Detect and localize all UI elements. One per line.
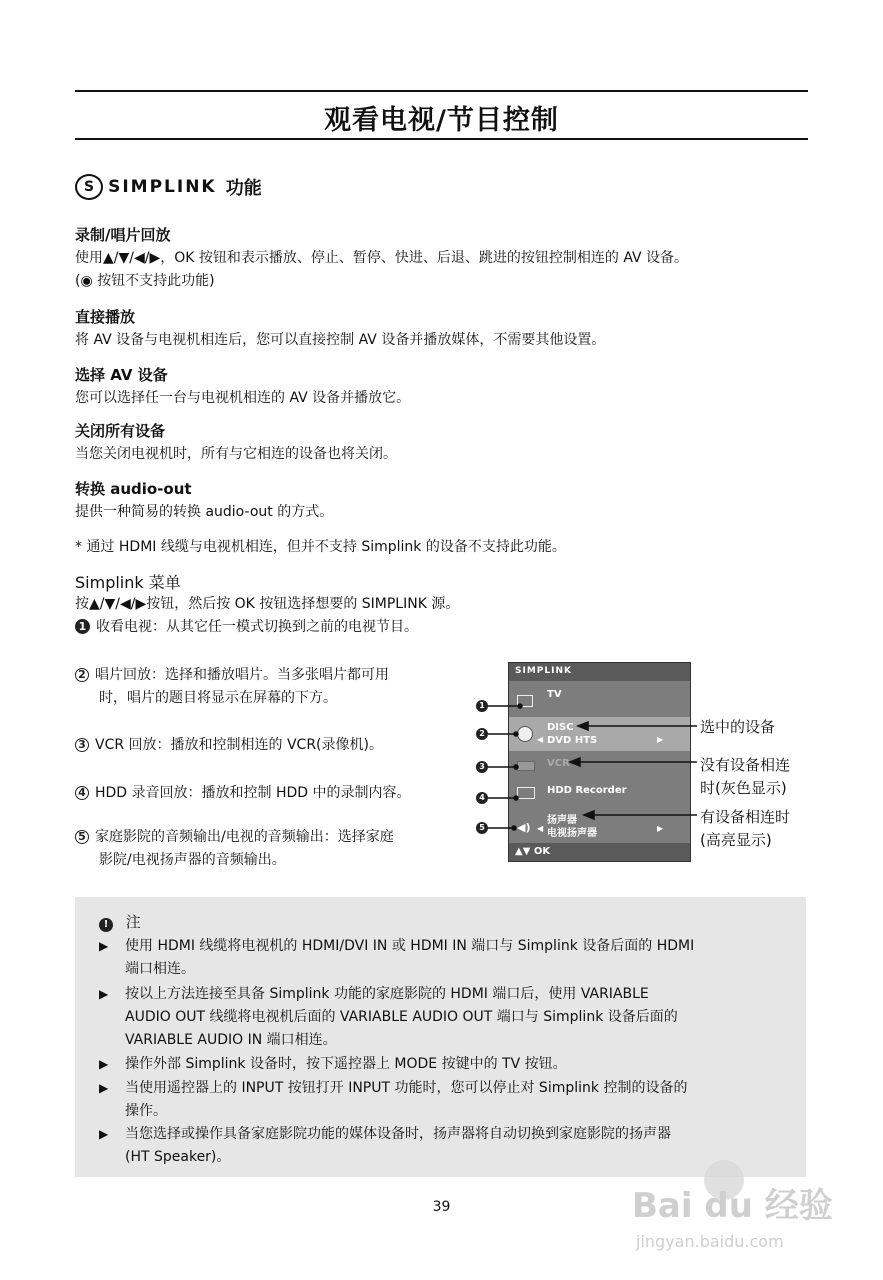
section-heading: 转换 audio-out [75, 480, 192, 498]
notes-title: 注 [125, 913, 141, 931]
chevron-right-icon: ▶ [657, 824, 664, 833]
chevron-left-icon: ◀ [537, 735, 544, 744]
callout-line: (高亮显示) [700, 831, 772, 849]
callout-line: 有设备相连时 [700, 808, 791, 826]
notes-box [75, 897, 806, 1177]
top-rule [75, 90, 808, 92]
section-line: 将 AV 设备与电视机相连后，您可以直接控制 AV 设备并播放媒体，不需要其他设置。 [75, 332, 606, 348]
menu-row-label-disabled: VCR [547, 758, 570, 769]
note-line: 使用 HDMI 线缆将电视机的 HDMI/DVI IN 或 HDMI IN 端口与 Simplink 设备后面的 HDMI [125, 938, 695, 954]
menu-row-disc [509, 717, 690, 751]
section-power-off [75, 420, 397, 466]
disc-icon [517, 726, 533, 742]
menu-bullet: 1 [476, 700, 488, 712]
section-select-av [75, 364, 410, 410]
simplink-heading [75, 174, 262, 200]
menu-row-label: 扬声器 [547, 815, 577, 826]
speaker-icon: ◀) [517, 821, 531, 834]
section-heading: 关闭所有设备 [75, 422, 166, 440]
play-arrow-icon: ▶ [99, 1057, 109, 1071]
note-line: VARIABLE AUDIO IN 端口相连。 [125, 1032, 337, 1048]
menu-row-sublabel: DVD HTS [547, 735, 598, 746]
page-number: 39 [432, 1199, 451, 1215]
section-heading: 录制/唱片回放 [75, 226, 171, 244]
menu-item-text: 影院/电视扬声器的音频输出。 [99, 852, 286, 868]
footnote: * 通过 HDMI 线缆与电视机相连，但并不支持 Simplink 的设备不支持此功能。 [75, 539, 566, 555]
menu-item [75, 616, 459, 639]
note-item [99, 983, 799, 1052]
menu-item-text: 时，唱片的题目将显示在屏幕的下方。 [99, 690, 337, 706]
simplink-menu-screen [508, 662, 691, 862]
menu-row-tv [509, 683, 690, 717]
menu-section [75, 570, 459, 639]
number-badge: 2 [75, 668, 89, 682]
menu-item-text: HDD 录音回放：播放和控制 HDD 中的录制内容。 [95, 785, 411, 801]
menu-row-label: HDD Recorder [547, 785, 627, 796]
play-arrow-icon: ▶ [99, 1081, 109, 1095]
section-direct-play [75, 306, 605, 352]
watermark-url: jingyan.baidu.com [636, 1232, 784, 1251]
menu-item [75, 782, 411, 805]
menu-item-text: 唱片回放：选择和播放唱片。当多张唱片都可用 [95, 667, 389, 683]
menu-bullet: 2 [476, 728, 488, 740]
menu-row-vcr [509, 753, 690, 777]
section-record [75, 224, 688, 293]
info-icon: ! [99, 918, 113, 932]
menu-row-label: DISC [547, 722, 574, 733]
callout-selected: 选中的设备 [700, 718, 776, 736]
page-title: 观看电视/节目控制 [324, 105, 559, 136]
menu-header-text: SIMPLINK [515, 666, 572, 676]
menu-item-text: VCR 回放：播放和控制相连的 VCR(录像机)。 [95, 737, 383, 753]
play-arrow-icon: ▶ [99, 1127, 109, 1141]
note-line: AUDIO OUT 线缆将电视机后面的 VARIABLE AUDIO OUT 端口与 Simplink 设备后面的 [125, 1009, 678, 1025]
chevron-right-icon: ▶ [657, 735, 664, 744]
callout-has-device [700, 806, 790, 852]
menu-item-text: 家庭影院的音频输出/电视的音频输出：选择家庭 [95, 829, 394, 845]
menu-footer-text: ▲▼ OK [515, 846, 551, 857]
section-line: (◉ 按钮不支持此功能) [75, 273, 215, 289]
menu-row-label: TV [547, 689, 562, 700]
note-line: 按以上方法连接至具备 Simplink 功能的家庭影院的 HDMI 端口后，使用 VARIABLE [125, 986, 649, 1002]
watermark [632, 1160, 852, 1260]
section-audio-out [75, 478, 333, 524]
section-heading: 直接播放 [75, 308, 136, 326]
number-badge: 4 [75, 786, 89, 800]
note-item [99, 1077, 799, 1123]
chevron-left-icon: ◀ [537, 824, 544, 833]
section-line: 当您关闭电视机时，所有与它相连的设备也将关闭。 [75, 446, 397, 462]
tv-icon [517, 695, 533, 707]
note-item [99, 935, 799, 981]
section-line: 使用▲/▼/◀/▶，OK 按钮和表示播放、停止、暂停、快进、后退、跳进的按钮控制相连的 AV 设备。 [75, 250, 689, 266]
callout-line: 没有设备相连 [700, 756, 791, 774]
menu-item [75, 826, 394, 872]
section-line: 您可以选择任一台与电视机相连的 AV 设备并播放它。 [75, 390, 411, 406]
section-heading: 选择 AV 设备 [75, 366, 168, 384]
callout-line: 时(灰色显示) [700, 779, 787, 797]
callout-no-device [700, 754, 790, 800]
simplink-logo-text: SIMPLINK [108, 177, 217, 197]
menu-item [75, 664, 389, 710]
menu-row-sublabel: 电视扬声器 [547, 828, 597, 839]
vcr-icon [517, 761, 535, 771]
menu-item-text: 收看电视：从其它任一模式切换到之前的电视节目。 [96, 619, 418, 635]
number-badge: 1 [75, 619, 90, 634]
note-line: 当您选择或操作具备家庭影院功能的媒体设备时，扬声器将自动切换到家庭影院的扬声器 [125, 1126, 671, 1142]
simplink-logo-icon: S [75, 174, 103, 200]
menu-row-speaker [509, 807, 690, 841]
menu-bullet: 4 [476, 792, 488, 804]
hdd-icon [517, 787, 535, 799]
title-underline [75, 138, 808, 140]
note-line: 操作。 [125, 1103, 167, 1119]
number-badge: 5 [75, 830, 89, 844]
menu-footer [509, 843, 690, 861]
menu-bullet: 3 [476, 761, 488, 773]
menu-row-hdd [509, 779, 690, 805]
menu-section-heading: Simplink 菜单 [75, 573, 181, 592]
play-arrow-icon: ▶ [99, 939, 109, 953]
menu-bullet: 5 [476, 822, 488, 834]
play-arrow-icon: ▶ [99, 987, 109, 1001]
menu-item [75, 734, 383, 757]
menu-section-intro: 按▲/▼/◀/▶按钮，然后按 OK 按钮选择想要的 SIMPLINK 源。 [75, 596, 460, 612]
note-line: 当使用遥控器上的 INPUT 按钮打开 INPUT 功能时，您可以停止对 Simplink 控制的设备的 [125, 1080, 688, 1096]
notes-title-row [99, 911, 141, 932]
menu-header [509, 663, 690, 681]
note-line: 端口相连。 [125, 961, 195, 977]
section-line: 提供一种简易的转换 audio-out 的方式。 [75, 504, 334, 520]
note-item [99, 1053, 799, 1076]
note-line: (HT Speaker)。 [125, 1149, 231, 1165]
watermark-brand: Bai du 经验 [632, 1186, 833, 1226]
number-badge: 3 [75, 738, 89, 752]
simplink-heading-text: 功能 [225, 178, 262, 199]
note-line: 操作外部 Simplink 设备时，按下遥控器上 MODE 按键中的 TV 按钮。 [125, 1056, 567, 1072]
